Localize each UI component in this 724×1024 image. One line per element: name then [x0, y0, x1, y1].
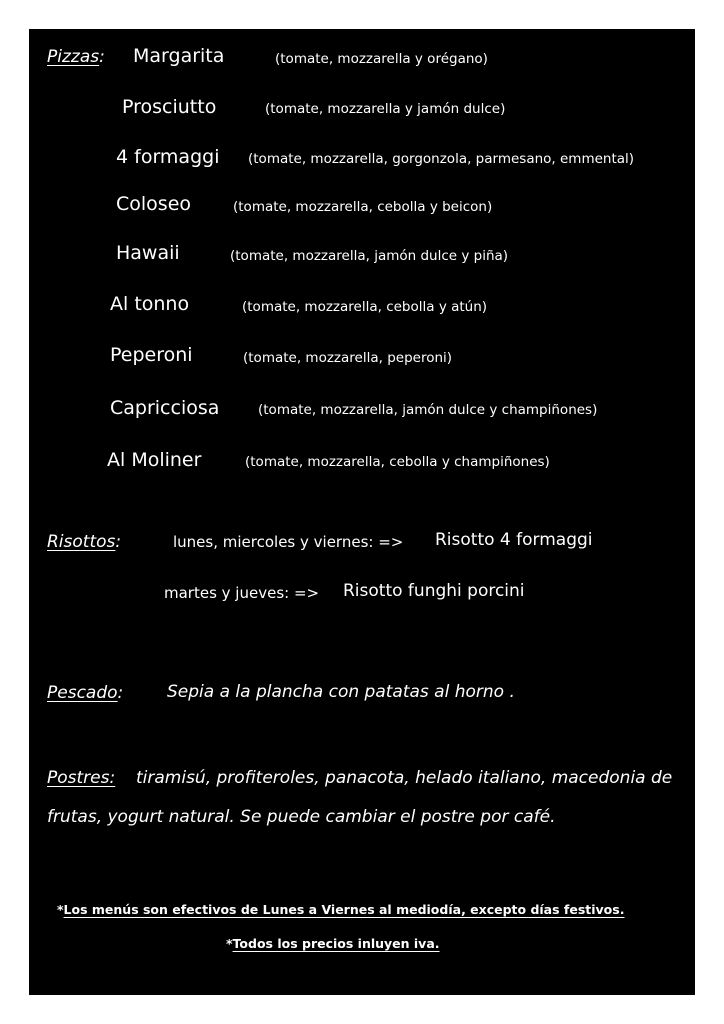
pizza-name: Capricciosa — [110, 397, 220, 419]
pescado-dish: Sepia a la plancha con patatas al horno . — [167, 682, 515, 702]
risotto-dish: Risotto 4 formaggi — [435, 530, 593, 550]
pizza-name: 4 formaggi — [116, 146, 220, 168]
pizza-ingredients: (tomate, mozzarella, jamón dulce y champiñones) — [258, 402, 598, 418]
pescado-heading-text: Pescado — [47, 683, 118, 703]
postres-line-2: frutas, yogurt natural. Se puede cambiar el postre por café. — [47, 807, 556, 827]
note-1 — [57, 904, 624, 917]
risottos-heading — [47, 534, 121, 551]
pizza-ingredients: (tomate, mozzarella, peperoni) — [243, 350, 453, 366]
pescado-heading — [47, 685, 123, 702]
pizza-ingredients: (tomate, mozzarella, cebolla y beicon) — [233, 199, 493, 215]
risottos-heading-colon: : — [115, 532, 122, 552]
postres-heading-text: Postres: — [47, 768, 116, 788]
risotto-dish: Risotto funghi porcini — [343, 581, 525, 601]
pizzas-heading-colon: : — [99, 47, 105, 67]
note-2 — [226, 938, 440, 951]
postres-heading — [47, 770, 115, 787]
pizza-ingredients: (tomate, mozzarella y jamón dulce) — [265, 101, 506, 117]
pizza-ingredients: (tomate, mozzarella, cebolla y atún) — [242, 299, 488, 315]
pizza-name: Al tonno — [110, 293, 190, 315]
note-1-text: Los menús son efectivos de Lunes a Viernes al mediodía, excepto días festivos. — [63, 902, 625, 917]
risottos-heading-text: Risottos — [47, 532, 116, 552]
pescado-heading-colon: : — [117, 683, 124, 703]
pizza-name: Hawaii — [116, 242, 180, 264]
pizza-name: Coloseo — [116, 193, 192, 215]
postres-line-1: tiramisú, profiteroles, panacota, helado italiano, macedonia de — [136, 768, 673, 788]
pizza-name: Prosciutto — [122, 96, 217, 118]
risotto-days: martes y jueves: => — [164, 584, 320, 602]
note-1-asterisk: * — [57, 902, 64, 917]
risotto-days: lunes, miercoles y viernes: => — [173, 533, 404, 551]
note-2-text: Todos los precios inluyen iva. — [232, 936, 440, 951]
menu-board — [29, 29, 695, 995]
pizza-name: Margarita — [133, 45, 225, 67]
note-2-asterisk: * — [226, 936, 233, 951]
pizza-name: Al Moliner — [107, 449, 202, 471]
pizza-ingredients: (tomate, mozzarella, jamón dulce y piña) — [230, 248, 509, 264]
pizza-ingredients: (tomate, mozzarella, gorgonzola, parmesano, emmental) — [248, 151, 635, 167]
pizzas-heading — [47, 49, 105, 66]
pizzas-heading-text: Pizzas — [47, 47, 100, 67]
pizza-ingredients: (tomate, mozzarella y orégano) — [275, 51, 488, 67]
pizza-ingredients: (tomate, mozzarella, cebolla y champiñones) — [245, 454, 550, 470]
pizza-name: Peperoni — [110, 344, 193, 366]
